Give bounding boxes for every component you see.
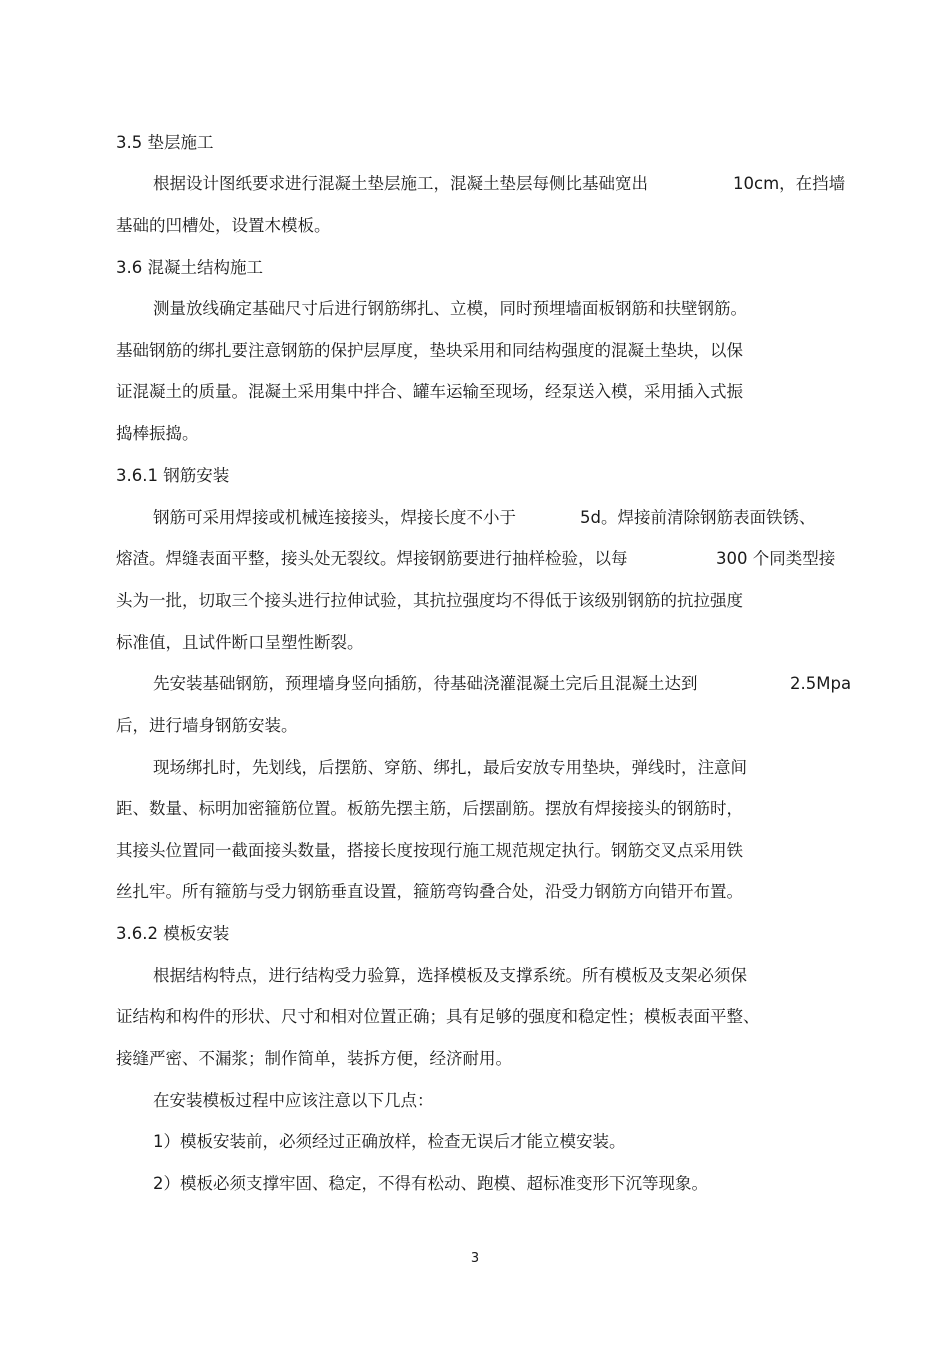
- inline-value: 2.5Mpa: [790, 674, 852, 693]
- paragraph-line: 先安装基础钢筋，预理墙身竖向插筋，待基础浇灌混凝土完后且混凝土达到: [153, 674, 698, 693]
- paragraph-line: 丝扎牢。所有箍筋与受力钢筋垂直设置，箍筋弯钩叠合处，沿受力钢筋方向错开布置。: [116, 882, 743, 901]
- inline-value: 10cm，在挡墙: [733, 174, 846, 193]
- paragraph-line: 距、数量、标明加密箍筋位置。板筋先摆主筋，后摆副筋。摆放有焊接接头的钢筋时，: [116, 799, 743, 818]
- paragraph-line: 基础钢筋的绑扎要注意钢筋的保护层厚度，垫块采用和同结构强度的混凝土垫块，以保: [116, 341, 743, 360]
- section-heading-3-6-2: 3.6.2 模板安装: [116, 924, 230, 943]
- inline-value: 300 个同类型接: [716, 549, 836, 568]
- section-heading-3-5: 3.5 垫层施工: [116, 133, 214, 152]
- paragraph-line: 捣棒振捣。: [116, 424, 199, 443]
- paragraph-line: 熔渣。焊缝表面平整，接头处无裂纹。焊接钢筋要进行抽样检验，以每: [116, 549, 628, 568]
- paragraph-line: 测量放线确定基础尺寸后进行钢筋绑扎、立模，同时预埋墙面板钢筋和扶壁钢筋。: [153, 299, 747, 318]
- paragraph-line: 接缝严密、不漏浆；制作简单，装拆方便，经济耐用。: [116, 1049, 512, 1068]
- page-number: 3: [470, 1251, 480, 1266]
- section-heading-3-6: 3.6 混凝土结构施工: [116, 258, 263, 277]
- paragraph-line: 头为一批，切取三个接头进行拉伸试验，其抗拉强度均不得低于该级别钢筋的抗拉强度: [116, 591, 743, 610]
- paragraph-line: 现场绑扎时，先划线，后摆筋、穿筋、绑扎，最后安放专用垫块，弹线时，注意间: [153, 758, 747, 777]
- paragraph-line: 基础的凹槽处，设置木模板。: [116, 216, 331, 235]
- paragraph-line: 标准值，且试件断口呈塑性断裂。: [116, 633, 364, 652]
- paragraph-line: 证混凝土的质量。混凝土采用集中拌合、罐车运输至现场，经泵送入模，采用插入式振: [116, 382, 743, 401]
- inline-value: 5d。焊接前清除钢筋表面铁锈、: [580, 508, 816, 527]
- paragraph-line: 其接头位置同一截面接头数量，搭接长度按现行施工规范规定执行。钢筋交叉点采用铁: [116, 841, 743, 860]
- paragraph-line: 根据结构特点，进行结构受力验算，选择模板及支撑系统。所有模板及支架必须保: [153, 966, 747, 985]
- paragraph-line: 证结构和构件的形状、尺寸和相对位置正确；具有足够的强度和稳定性；模板表面平整、: [116, 1007, 760, 1026]
- list-item: 1）模板安装前，必须经过正确放样，检查无误后才能立模安装。: [153, 1132, 626, 1151]
- paragraph-line: 后，进行墙身钢筋安装。: [116, 716, 298, 735]
- paragraph-line: 根据设计图纸要求进行混凝土垫层施工，混凝土垫层每侧比基础宽出: [153, 174, 648, 193]
- paragraph-line: 钢筋可采用焊接或机械连接接头，焊接长度不小于: [153, 508, 516, 527]
- section-heading-3-6-1: 3.6.1 钢筋安装: [116, 466, 230, 485]
- paragraph-line: 在安装模板过程中应该注意以下几点：: [153, 1091, 434, 1110]
- list-item: 2）模板必须支撑牢固、稳定，不得有松动、跑模、超标准变形下沉等现象。: [153, 1174, 708, 1193]
